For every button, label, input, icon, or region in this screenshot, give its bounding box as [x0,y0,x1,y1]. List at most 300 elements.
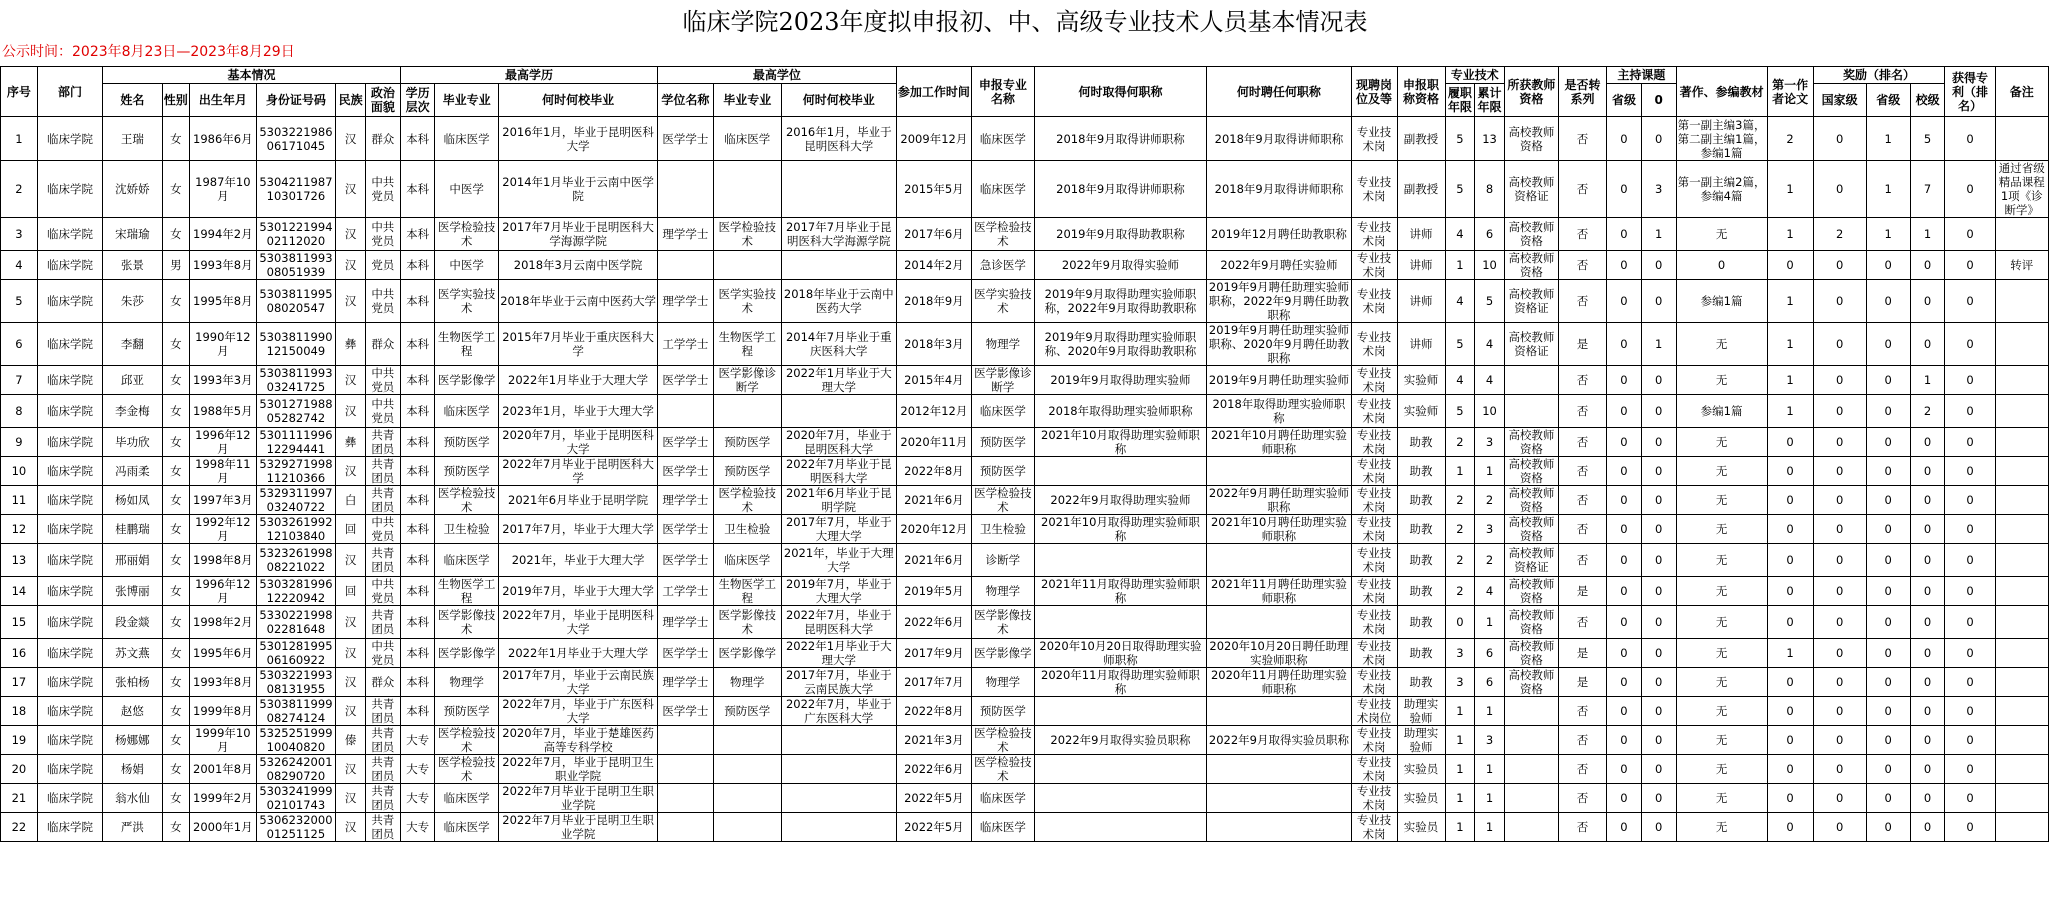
cell-first-paper: 1 [1767,323,1813,366]
header-title-got: 何时取得何职称 [1034,67,1207,117]
cell-award-nat: 0 [1813,544,1866,577]
table-row [1,395,2049,428]
cell-birth: 1999年8月 [190,697,256,726]
cell-deg-when: 2021年，毕业于大理大学 [782,544,897,577]
cell-nation: 汉 [336,161,366,218]
cell-teacher-qual: 高校教师资格 [1504,577,1558,606]
cell-no: 10 [1,457,38,486]
cell-deg-when: 2021年6月毕业于昆明学院 [782,486,897,515]
cell-apply-name: 物理学 [972,323,1034,366]
cell-political: 共青团员 [365,486,400,515]
cell-deg-name: 医学学士 [658,544,713,577]
table-row [1,697,2049,726]
cell-first-paper: 0 [1767,668,1813,697]
cell-no: 16 [1,639,38,668]
cell-award-nat: 0 [1813,668,1866,697]
cell-first-paper: 0 [1767,544,1813,577]
cell-gender: 女 [162,161,190,218]
cell-deg-name [658,755,713,784]
cell-deg-major: 预防医学 [713,428,782,457]
cell-remark [1995,486,2048,515]
cell-political: 中共党员 [365,161,400,218]
cell-deg-major: 医学检验技术 [713,218,782,251]
cell-no: 4 [1,251,38,280]
cell-works: 第一副主编2篇，参编4篇 [1676,161,1767,218]
cell-birth: 2001年8月 [190,755,256,784]
cell-political: 党员 [365,251,400,280]
cell-tech-total: 6 [1475,668,1505,697]
group-project: 主持课题 [1607,67,1677,84]
cell-birth: 1992年12月 [190,515,256,544]
cell-apply-name: 临床医学 [972,395,1034,428]
cell-tech-years: 5 [1445,395,1475,428]
cell-patent: 0 [1945,515,1995,544]
cell-id: 530326199212103840 [256,515,336,544]
cell-nation: 回 [336,577,366,606]
cell-award-nat: 0 [1813,639,1866,668]
cell-work-time: 2009年12月 [896,117,972,161]
cell-political: 中共党员 [365,577,400,606]
cell-deg-major: 医学检验技术 [713,486,782,515]
table-row [1,784,2049,813]
cell-edu-major: 生物医学工程 [435,577,498,606]
cell-tech-total: 8 [1475,161,1505,218]
cell-works: 无 [1676,639,1767,668]
cell-title-got: 2021年10月取得助理实验师职称 [1034,515,1207,544]
cell-work-time: 2020年12月 [896,515,972,544]
cell-teacher-qual: 高校教师资格 [1504,218,1558,251]
cell-birth: 1994年2月 [190,218,256,251]
header-edu-major: 毕业专业 [435,84,498,117]
cell-patent: 0 [1945,486,1995,515]
cell-political: 群众 [365,323,400,366]
cell-first-paper: 0 [1767,457,1813,486]
cell-position: 专业技术岗 [1351,668,1397,697]
cell-political: 共青团员 [365,813,400,842]
cell-id: 533022199802281648 [256,606,336,639]
cell-birth: 1987年10月 [190,161,256,218]
cell-nation: 汉 [336,697,366,726]
cell-nation: 汉 [336,117,366,161]
cell-edu-level: 本科 [400,577,435,606]
cell-gender: 女 [162,486,190,515]
cell-proj-other: 0 [1641,428,1676,457]
cell-patent: 0 [1945,395,1995,428]
cell-award-nat: 0 [1813,726,1866,755]
cell-award-nat: 0 [1813,366,1866,395]
cell-dept: 临床学院 [37,668,102,697]
cell-name: 段金燚 [103,606,162,639]
cell-award-nat: 0 [1813,161,1866,218]
cell-proj-other: 0 [1641,395,1676,428]
header-apply-name: 申报专业名称 [972,67,1034,117]
cell-works: 第一副主编3篇，第二副主编1篇，参编1篇 [1677,117,1766,160]
cell-no: 21 [1,784,38,813]
cell-birth: 1997年3月 [190,486,256,515]
header-transfer: 是否转系列 [1559,67,1607,117]
cell-tech-total: 6 [1475,639,1505,668]
table-row [1,668,2049,697]
cell-title-hired: 2019年9月聘任助理实验师职称、2020年9月聘任助教职称 [1207,323,1351,366]
cell-id: 530127198805282742 [256,395,336,428]
cell-dept: 临床学院 [37,457,102,486]
cell-name: 严洪 [103,813,162,842]
cell-gender: 女 [162,668,190,697]
cell-deg-major: 预防医学 [713,457,782,486]
cell-edu-level: 本科 [400,366,435,395]
table-row [1,486,2049,515]
group-highest-education: 最高学历 [400,67,658,84]
cell-position: 专业技术岗 [1351,515,1397,544]
header-remark: 备注 [1995,67,2048,117]
cell-id: 530111199612294441 [256,428,336,457]
cell-dept: 临床学院 [37,784,102,813]
cell-edu-when: 2022年7月毕业于昆明医科大学 [498,457,658,486]
cell-patent: 0 [1945,697,1995,726]
header-first-paper: 第一作者论文 [1767,67,1813,117]
cell-dept: 临床学院 [37,280,102,323]
cell-edu-when: 2017年7月毕业于昆明医科大学海源学院 [498,218,658,251]
cell-award-school: 0 [1910,726,1945,755]
cell-proj-other: 0 [1641,251,1676,280]
cell-political: 共青团员 [365,784,400,813]
cell-award-prov: 0 [1866,784,1910,813]
cell-first-paper: 0 [1767,726,1813,755]
cell-award-school: 7 [1910,161,1945,218]
cell-tech-years: 4 [1445,218,1475,251]
cell-award-school: 0 [1910,544,1945,577]
cell-deg-name: 医学学士 [658,697,713,726]
cell-work-time: 2021年6月 [896,544,972,577]
cell-edu-when: 2022年7月，毕业于昆明医科大学 [498,606,658,639]
cell-award-nat: 2 [1813,218,1866,251]
cell-apply-qual: 助教 [1397,639,1445,668]
cell-title-got: 2020年10月20日取得助理实验师职称 [1034,639,1207,668]
cell-title-got: 2018年取得助理实验师职称 [1034,395,1207,428]
cell-birth: 1998年11月 [190,457,256,486]
cell-edu-major: 临床医学 [435,395,498,428]
cell-edu-when: 2021年，毕业于大理大学 [498,544,658,577]
cell-edu-when: 2016年1月，毕业于昆明医科大学 [498,117,658,161]
table-row [1,280,2049,323]
cell-deg-when [782,251,897,280]
cell-remark: 通过省级精品课程1项《诊断学》 [1995,161,2048,218]
cell-proj-other: 3 [1641,161,1676,218]
cell-tech-years: 2 [1445,577,1475,606]
cell-award-nat: 0 [1813,395,1866,428]
cell-apply-name: 物理学 [972,577,1034,606]
cell-apply-qual: 助教 [1397,668,1445,697]
group-award: 奖励（排名） [1813,67,1945,84]
cell-edu-when: 2023年1月，毕业于大理大学 [498,395,658,428]
cell-remark [1995,639,2048,668]
cell-remark [1995,813,2048,842]
cell-title-got: 2018年9月取得讲师职称 [1034,117,1207,161]
cell-proj-other: 0 [1641,577,1676,606]
cell-proj-prov: 0 [1607,161,1642,218]
cell-political: 共青团员 [365,606,400,639]
cell-tech-total: 2 [1475,544,1505,577]
cell-birth: 1998年2月 [190,606,256,639]
cell-deg-major [713,395,782,428]
notice-date-range: 公示时间：2023年8月23日—2023年8月29日 [2,44,295,60]
cell-transfer: 否 [1559,697,1607,726]
cell-deg-major: 生物医学工程 [713,323,782,366]
cell-first-paper: 1 [1767,280,1813,323]
header-apply-qual: 申报职称资格 [1397,67,1445,117]
header-patent: 获得专利（排名） [1945,67,1995,117]
cell-id: 530381199508020547 [256,280,336,323]
cell-no: 5 [1,280,38,323]
cell-award-nat: 0 [1813,457,1866,486]
cell-first-paper: 0 [1767,755,1813,784]
cell-first-paper: 0 [1767,813,1813,842]
cell-apply-qual: 助教 [1397,606,1445,639]
cell-work-time: 2022年5月 [896,784,972,813]
cell-apply-qual: 助教 [1397,457,1445,486]
cell-id: 530322198606171045 [256,117,336,161]
cell-position: 专业技术岗 [1351,486,1397,515]
cell-teacher-qual: 高校教师资格 [1504,606,1558,639]
header-political: 政治面貌 [365,84,400,117]
cell-transfer: 否 [1559,218,1607,251]
cell-name: 张博丽 [103,577,162,606]
cell-edu-major: 预防医学 [435,428,498,457]
cell-transfer: 否 [1559,428,1607,457]
cell-title-hired: 2021年10月聘任助理实验师职称 [1207,428,1351,457]
cell-proj-other: 0 [1641,606,1676,639]
cell-deg-major: 生物医学工程 [713,577,782,606]
cell-award-prov: 0 [1866,395,1910,428]
cell-first-paper: 0 [1767,515,1813,544]
cell-deg-major [713,161,782,218]
cell-proj-prov: 0 [1607,755,1642,784]
cell-edu-level: 本科 [400,428,435,457]
cell-proj-prov: 0 [1607,323,1642,366]
cell-deg-name: 理学学士 [658,218,713,251]
cell-work-time: 2022年6月 [896,606,972,639]
cell-edu-major: 临床医学 [435,784,498,813]
cell-patent: 0 [1945,366,1995,395]
cell-apply-name: 预防医学 [972,697,1034,726]
cell-proj-prov: 0 [1607,726,1642,755]
cell-edu-level: 本科 [400,117,435,161]
cell-position: 专业技术岗 [1351,755,1397,784]
cell-award-prov: 0 [1866,486,1910,515]
cell-works: 无 [1676,218,1767,251]
cell-teacher-qual: 高校教师资格证 [1504,280,1558,323]
cell-teacher-qual: 高校教师资格证 [1504,323,1558,366]
group-basic: 基本情况 [103,67,400,84]
cell-transfer: 是 [1559,577,1607,606]
cell-deg-major: 医学影像技术 [713,606,782,639]
cell-award-school: 2 [1910,395,1945,428]
cell-birth: 1999年2月 [190,784,256,813]
cell-deg-when: 2022年7月，毕业于广东医科大学 [782,697,897,726]
cell-tech-total: 3 [1475,428,1505,457]
cell-apply-qual: 实验员 [1397,813,1445,842]
cell-proj-prov: 0 [1607,784,1642,813]
cell-position: 专业技术岗 [1351,395,1397,428]
cell-award-prov: 1 [1866,161,1910,218]
cell-title-got: 2022年9月取得实验员职称 [1034,726,1207,755]
cell-award-school: 1 [1910,218,1945,251]
cell-award-school: 0 [1910,697,1945,726]
cell-position: 专业技术岗 [1351,726,1397,755]
cell-works: 无 [1676,577,1767,606]
cell-deg-when [782,726,897,755]
cell-id: 532326199808221022 [256,544,336,577]
cell-transfer: 是 [1559,323,1607,366]
cell-no: 9 [1,428,38,457]
cell-remark [1995,280,2048,323]
cell-deg-when: 2018年毕业于云南中医药大学 [782,280,897,323]
cell-award-school: 0 [1910,486,1945,515]
cell-transfer: 否 [1559,755,1607,784]
cell-apply-name: 临床医学 [972,784,1034,813]
cell-first-paper: 0 [1767,251,1813,280]
cell-edu-when: 2019年7月，毕业于大理大学 [498,577,658,606]
cell-political: 中共党员 [365,280,400,323]
cell-deg-when: 2017年7月，毕业于大理大学 [782,515,897,544]
cell-apply-qual: 助教 [1397,515,1445,544]
cell-award-school: 5 [1910,117,1945,161]
cell-proj-other: 0 [1641,697,1676,726]
cell-deg-name [658,813,713,842]
cell-apply-name: 医学检验技术 [972,218,1034,251]
cell-transfer: 否 [1559,813,1607,842]
cell-apply-name: 医学影像学 [972,639,1034,668]
cell-proj-prov: 0 [1607,117,1642,161]
cell-nation: 汉 [336,813,366,842]
cell-position: 专业技术岗 [1351,457,1397,486]
cell-works: 参编1篇 [1676,395,1767,428]
cell-award-nat: 0 [1813,428,1866,457]
cell-title-got: 2018年9月取得讲师职称 [1034,161,1207,218]
cell-edu-level: 本科 [400,395,435,428]
cell-first-paper: 1 [1767,366,1813,395]
cell-award-nat: 0 [1813,697,1866,726]
cell-tech-years: 1 [1445,755,1475,784]
cell-award-nat: 0 [1813,251,1866,280]
cell-award-prov: 0 [1866,639,1910,668]
cell-name: 桂鹏瑞 [103,515,162,544]
cell-award-nat: 0 [1813,577,1866,606]
cell-award-prov: 0 [1866,366,1910,395]
cell-dept: 临床学院 [37,639,102,668]
cell-edu-major: 医学影像学 [435,366,498,395]
cell-remark [1995,606,2048,639]
cell-proj-prov: 0 [1607,639,1642,668]
cell-political: 中共党员 [365,366,400,395]
cell-edu-major: 临床医学 [435,117,498,161]
cell-gender: 女 [162,428,190,457]
cell-dept: 临床学院 [37,428,102,457]
cell-remark: 转评 [1995,251,2048,280]
cell-work-time: 2021年3月 [896,726,972,755]
cell-tech-years: 1 [1445,697,1475,726]
cell-remark [1995,366,2048,395]
cell-remark [1995,457,2048,486]
cell-title-got: 2021年10月取得助理实验师职称 [1034,428,1207,457]
cell-apply-qual: 讲师 [1397,323,1445,366]
cell-gender: 女 [162,813,190,842]
cell-proj-prov: 0 [1607,606,1642,639]
cell-award-school: 0 [1910,251,1945,280]
cell-id: 530623200001251125 [256,813,336,842]
cell-birth: 1998年8月 [190,544,256,577]
cell-award-prov: 0 [1866,251,1910,280]
cell-edu-level: 本科 [400,668,435,697]
cell-no: 18 [1,697,38,726]
cell-title-hired [1207,457,1351,486]
table-row [1,577,2049,606]
cell-remark [1995,544,2048,577]
header-position: 现聘岗位及等 [1351,67,1397,117]
header-id: 身份证号码 [256,84,336,117]
cell-edu-level: 大专 [400,726,435,755]
cell-edu-major: 物理学 [435,668,498,697]
cell-proj-other: 1 [1641,323,1676,366]
cell-award-nat: 0 [1813,117,1866,161]
cell-title-hired [1207,606,1351,639]
cell-position: 专业技术岗 [1351,117,1397,161]
cell-title-got [1034,813,1207,842]
applicants-table [0,66,2049,842]
cell-works: 无 [1676,755,1767,784]
cell-teacher-qual [1504,755,1558,784]
cell-teacher-qual: 高校教师资格 [1504,515,1558,544]
cell-first-paper: 0 [1767,606,1813,639]
cell-first-paper: 1 [1767,218,1813,251]
table-row [1,428,2049,457]
cell-edu-major: 医学检验技术 [435,726,498,755]
table-row [1,457,2049,486]
cell-apply-qual: 助教 [1397,544,1445,577]
cell-name: 邢丽娟 [103,544,162,577]
cell-transfer: 否 [1559,366,1607,395]
cell-edu-when: 2015年7月毕业于重庆医科大学 [498,323,658,366]
cell-edu-when: 2014年1月毕业于云南中医学院 [498,161,658,218]
cell-deg-when [782,813,897,842]
cell-nation: 汉 [336,457,366,486]
cell-name: 张柏杨 [103,668,162,697]
cell-apply-name: 医学影像诊断学 [972,366,1034,395]
cell-tech-total: 3 [1475,726,1505,755]
cell-edu-when: 2017年7月，毕业于大理大学 [498,515,658,544]
cell-dept: 临床学院 [37,161,102,218]
cell-award-school: 0 [1910,755,1945,784]
cell-tech-total: 2 [1475,486,1505,515]
cell-patent: 0 [1945,323,1995,366]
cell-apply-qual: 实验员 [1397,784,1445,813]
cell-tech-years: 3 [1445,639,1475,668]
cell-birth: 1993年8月 [190,668,256,697]
cell-position: 专业技术岗 [1351,280,1397,323]
cell-patent: 0 [1945,161,1995,218]
cell-first-paper: 0 [1767,697,1813,726]
header-degree-major: 毕业专业 [713,84,782,117]
cell-edu-major: 医学检验技术 [435,755,498,784]
cell-apply-qual: 助教 [1397,428,1445,457]
cell-nation: 汉 [336,639,366,668]
cell-edu-when: 2020年7月，毕业于昆明医科大学 [498,428,658,457]
cell-deg-when [782,755,897,784]
cell-remark [1995,755,2048,784]
cell-tech-years: 2 [1445,515,1475,544]
cell-proj-prov: 0 [1607,668,1642,697]
cell-dept: 临床学院 [37,577,102,606]
